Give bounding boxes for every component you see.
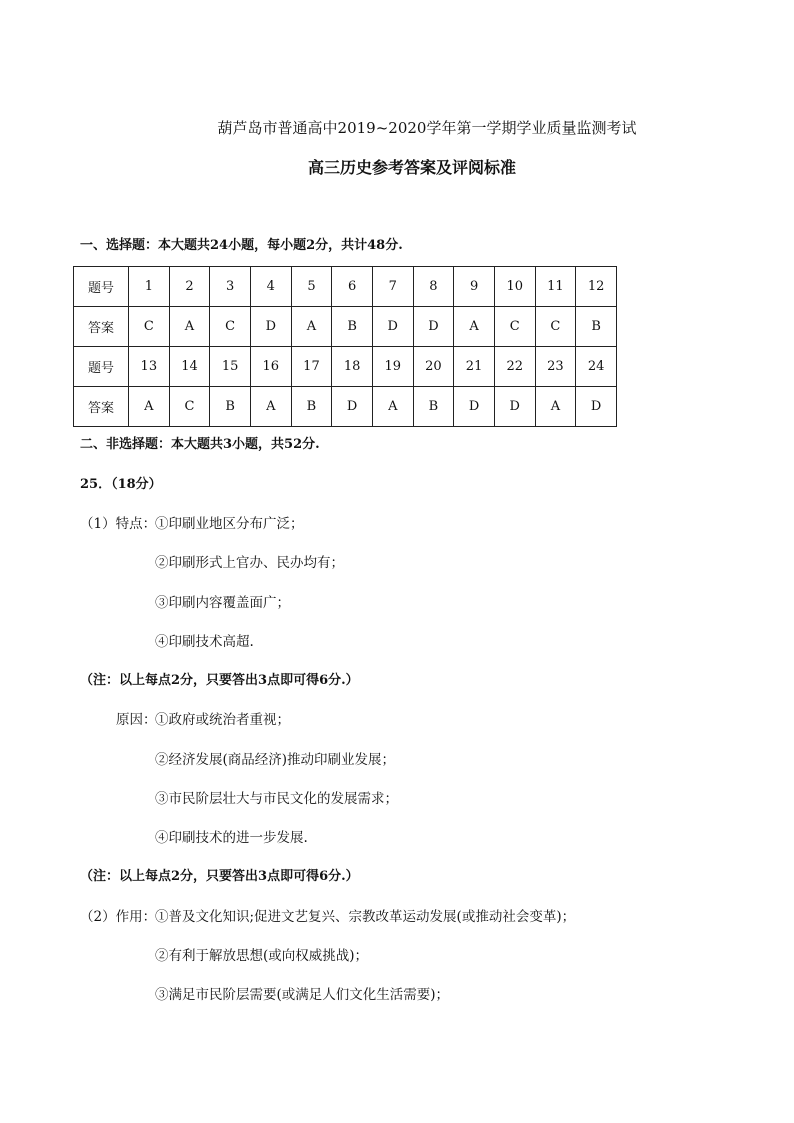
table-cell: 7 (372, 267, 413, 307)
document-title: 葫芦岛市普通高中2019~2020学年第一学期学业质量监测考试 (217, 119, 637, 137)
question-25-heading: 25．（18分） (80, 477, 162, 492)
table-cell: B (413, 387, 454, 427)
table-cell: 1 (129, 267, 170, 307)
scoring-note: （注：以上每点2分，只要答出3点即可得6分.） (80, 673, 359, 688)
table-cell: 16 (250, 347, 291, 387)
reason-label: 原因： (116, 712, 157, 728)
table-cell: 18 (332, 347, 373, 387)
table-cell: 13 (129, 347, 170, 387)
table-cell: 9 (454, 267, 495, 307)
part-2-item: ②有利于解放思想(或向权威挑战)； (155, 948, 369, 964)
table-cell: C (129, 307, 170, 347)
table-cell: 11 (535, 267, 576, 307)
table-row (74, 387, 617, 427)
reason-item: ④印刷技术的进一步发展. (155, 830, 308, 846)
table-cell: D (250, 307, 291, 347)
answer-table (73, 266, 617, 427)
table-cell: 12 (576, 267, 617, 307)
table-cell: C (210, 307, 251, 347)
section-2-heading: 二、非选择题：本大题共3小题，共52分. (80, 437, 320, 452)
table-cell: D (413, 307, 454, 347)
table-cell: 21 (454, 347, 495, 387)
table-cell: 24 (576, 347, 617, 387)
table-cell: 5 (291, 267, 332, 307)
table-row (74, 347, 617, 387)
table-cell: 6 (332, 267, 373, 307)
table-cell: 10 (494, 267, 535, 307)
table-cell: C (494, 307, 535, 347)
part-2-item: ①普及文化知识;促进文艺复兴、宗教改革运动发展(或推动社会变革)； (155, 909, 576, 925)
document-subtitle: 高三历史参考答案及评阅标准 (307, 158, 516, 177)
table-cell: 8 (413, 267, 454, 307)
table-row (74, 307, 617, 347)
table-cell: D (494, 387, 535, 427)
row-header-cell: 答案 (74, 307, 129, 347)
row-header-cell: 答案 (74, 387, 129, 427)
table-cell: D (454, 387, 495, 427)
table-cell: 2 (169, 267, 210, 307)
reason-item: ③市民阶层壮大与市民文化的发展需求； (155, 791, 398, 807)
part-1-item: ①印刷业地区分布广泛； (155, 516, 304, 532)
table-cell: A (454, 307, 495, 347)
part-2-label: （2）作用： (80, 909, 157, 925)
table-cell: 4 (250, 267, 291, 307)
table-cell: 19 (372, 347, 413, 387)
table-row (74, 267, 617, 307)
table-cell: D (576, 387, 617, 427)
table-cell: A (250, 387, 291, 427)
table-cell: D (332, 387, 373, 427)
table-cell: 23 (535, 347, 576, 387)
table-cell: 17 (291, 347, 332, 387)
table-cell: B (210, 387, 251, 427)
row-header-cell: 题号 (74, 347, 129, 387)
table-cell: 20 (413, 347, 454, 387)
part-1-label: （1）特点： (80, 516, 157, 532)
part-1-item: ③印刷内容覆盖面广； (155, 595, 290, 611)
table-cell: A (169, 307, 210, 347)
table-cell: B (576, 307, 617, 347)
section-1-heading: 一、选择题：本大题共24小题，每小题2分，共计48分. (80, 238, 403, 253)
table-cell: B (291, 387, 332, 427)
reason-item: ②经济发展(商品经济)推动印刷业发展； (155, 752, 396, 768)
table-cell: A (291, 307, 332, 347)
scoring-note: （注：以上每点2分，只要答出3点即可得6分.） (80, 869, 359, 884)
table-cell: A (535, 387, 576, 427)
table-cell: D (372, 307, 413, 347)
part-2-item: ③满足市民阶层需要(或满足人们文化生活需要)； (155, 987, 450, 1003)
table-cell: A (129, 387, 170, 427)
reason-item: ①政府或统治者重视； (155, 712, 290, 728)
table-cell: B (332, 307, 373, 347)
table-cell: C (535, 307, 576, 347)
table-cell: 22 (494, 347, 535, 387)
table-cell: A (372, 387, 413, 427)
table-cell: C (169, 387, 210, 427)
table-cell: 3 (210, 267, 251, 307)
table-cell: 15 (210, 347, 251, 387)
part-1-item: ②印刷形式上官办、民办均有； (155, 555, 344, 571)
table-cell: 14 (169, 347, 210, 387)
row-header-cell: 题号 (74, 267, 129, 307)
part-1-item: ④印刷技术高超. (155, 634, 254, 650)
